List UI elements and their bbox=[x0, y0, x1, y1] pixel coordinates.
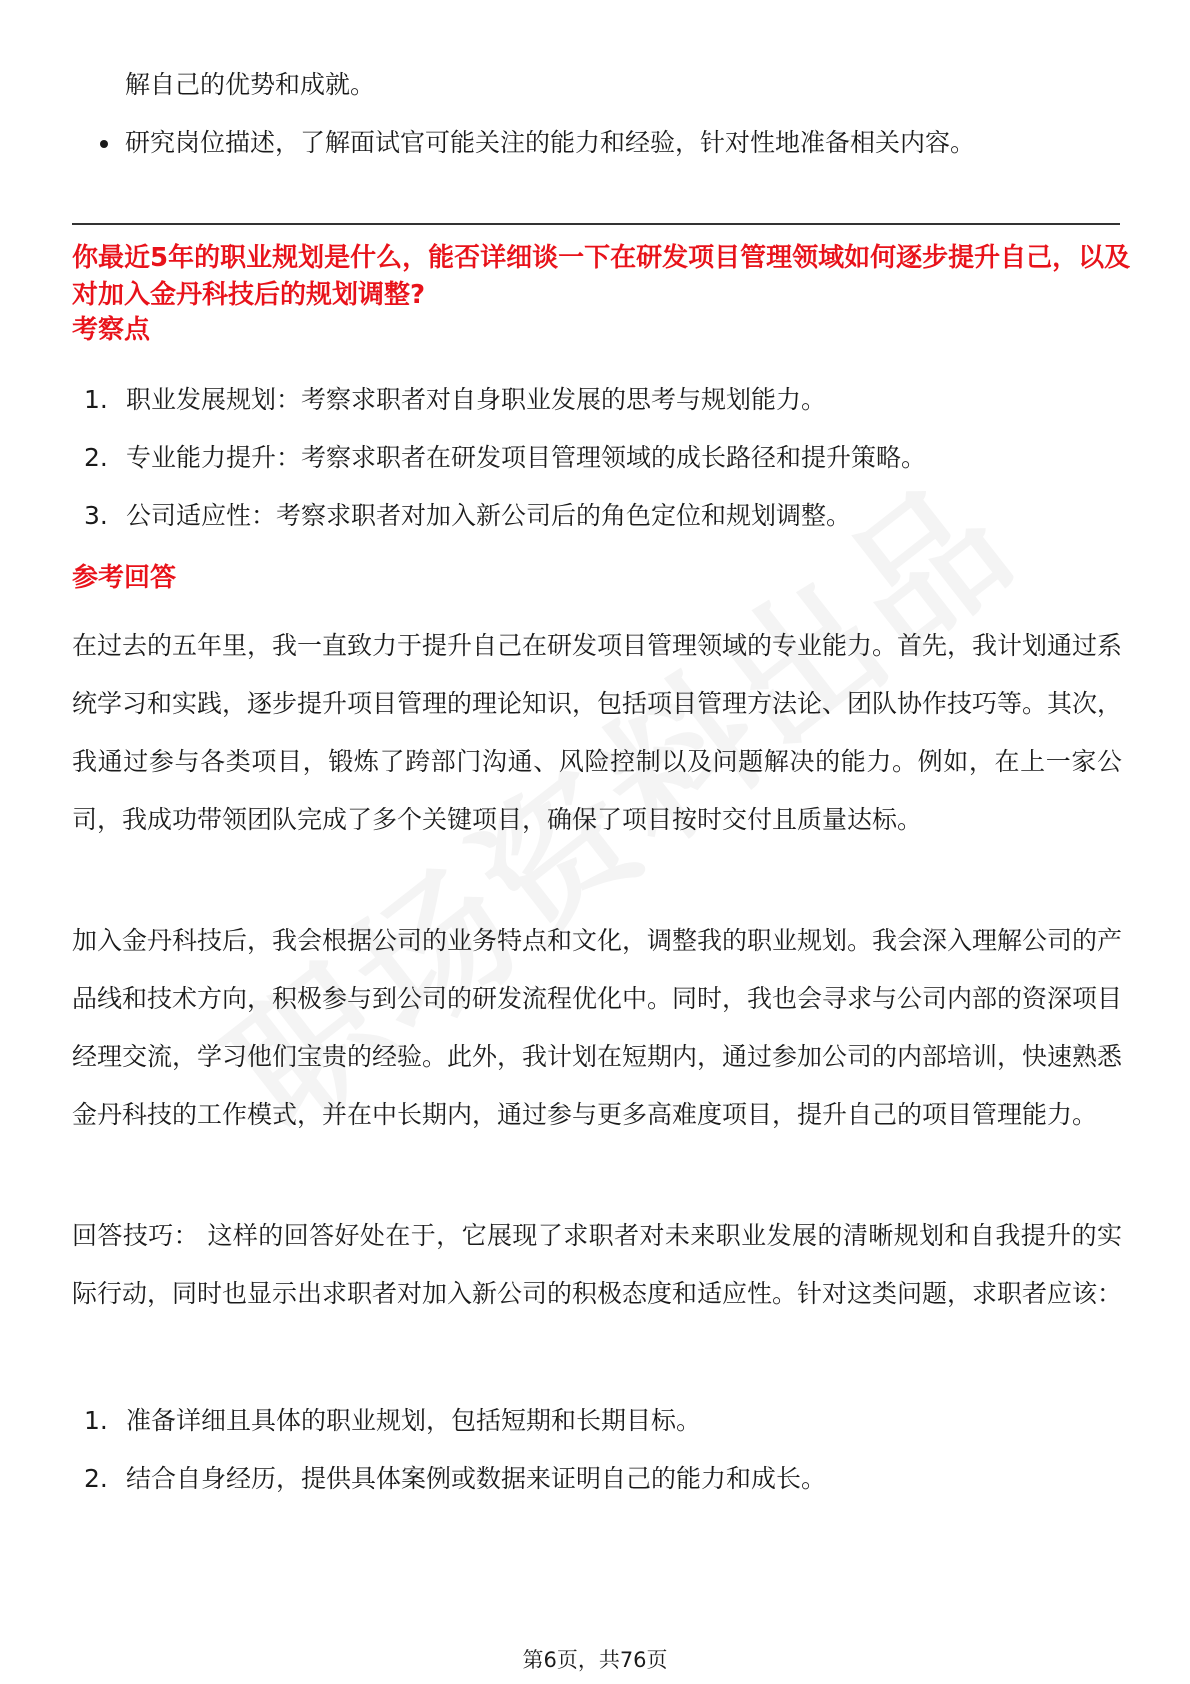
list-text: 结合自身经历，提供具体案例或数据来证明自己的能力和成长。 bbox=[126, 1464, 827, 1493]
answer-paragraph: 在过去的五年里，我一直致力于提升自己在研发项目管理领域的专业能力。首先，我计划通过系统学习和实践，逐步提升项目管理的理论知识，包括项目管理方法论、团队协作技巧等。其次，我通过参与各类项目，锻炼了跨部门沟通、风险控制以及问题解决的能力。例如，在上一家公司，我成功带领团队完成了多个关键项目，确保了项目按时交付且质量达标。 bbox=[72, 631, 1123, 834]
kaochadian-list bbox=[84, 371, 1124, 545]
list-number: 2. bbox=[84, 1464, 108, 1493]
list-item bbox=[84, 371, 1124, 429]
list-item bbox=[84, 487, 1124, 545]
list-item bbox=[84, 1392, 1124, 1450]
tips-list bbox=[84, 1392, 1124, 1508]
list-number: 1. bbox=[84, 385, 108, 414]
section-divider bbox=[72, 223, 1120, 225]
bullet-icon bbox=[100, 140, 108, 148]
section-heading-kaochadian: 考察点 bbox=[72, 315, 151, 345]
answer-paragraph: 加入金丹科技后，我会根据公司的业务特点和文化，调整我的职业规划。我会深入理解公司的产品线和技术方向，积极参与到公司的研发流程优化中。同时，我也会寻求与公司内部的资深项目经理交流，学习他们宝贵的经验。此外，我计划在短期内，通过参加公司的内部培训，快速熟悉金丹科技的工作模式，并在中长期内，通过参与更多高难度项目，提升自己的项目管理能力。 bbox=[72, 926, 1123, 1129]
list-item bbox=[84, 1450, 1124, 1508]
bullet-text: 研究岗位描述，了解面试官可能关注的能力和经验，针对性地准备相关内容。 bbox=[125, 128, 976, 157]
continuation-text: 解自己的优势和成就。 bbox=[125, 70, 376, 99]
question-heading: 你最近5年的职业规划是什么，能否详细谈一下在研发项目管理领域如何逐步提升自己，以及对加入金丹科技后的规划调整? bbox=[72, 243, 1131, 310]
list-item bbox=[90, 114, 1120, 172]
tips-paragraph: 回答技巧： 这样的回答好处在于，它展现了求职者对未来职业发展的清晰规划和自我提升的实际行动，同时也显示出求职者对加入新公司的积极态度和适应性。针对这类问题，求职者应该： bbox=[72, 1221, 1123, 1308]
list-number: 1. bbox=[84, 1406, 108, 1435]
page-footer: 第6页，共76页 bbox=[522, 1648, 668, 1672]
section-heading-cankao: 参考回答 bbox=[72, 563, 177, 593]
list-text: 专业能力提升：考察求职者在研发项目管理领域的成长路径和提升策略。 bbox=[126, 443, 927, 472]
list-text: 公司适应性：考察求职者对加入新公司后的角色定位和规划调整。 bbox=[126, 501, 852, 530]
list-number: 3. bbox=[84, 501, 108, 530]
list-text: 准备详细且具体的职业规划，包括短期和长期目标。 bbox=[126, 1406, 702, 1435]
bullet-list bbox=[90, 114, 1120, 172]
list-text: 职业发展规划：考察求职者对自身职业发展的思考与规划能力。 bbox=[126, 385, 827, 414]
list-item bbox=[84, 429, 1124, 487]
list-number: 2. bbox=[84, 443, 108, 472]
